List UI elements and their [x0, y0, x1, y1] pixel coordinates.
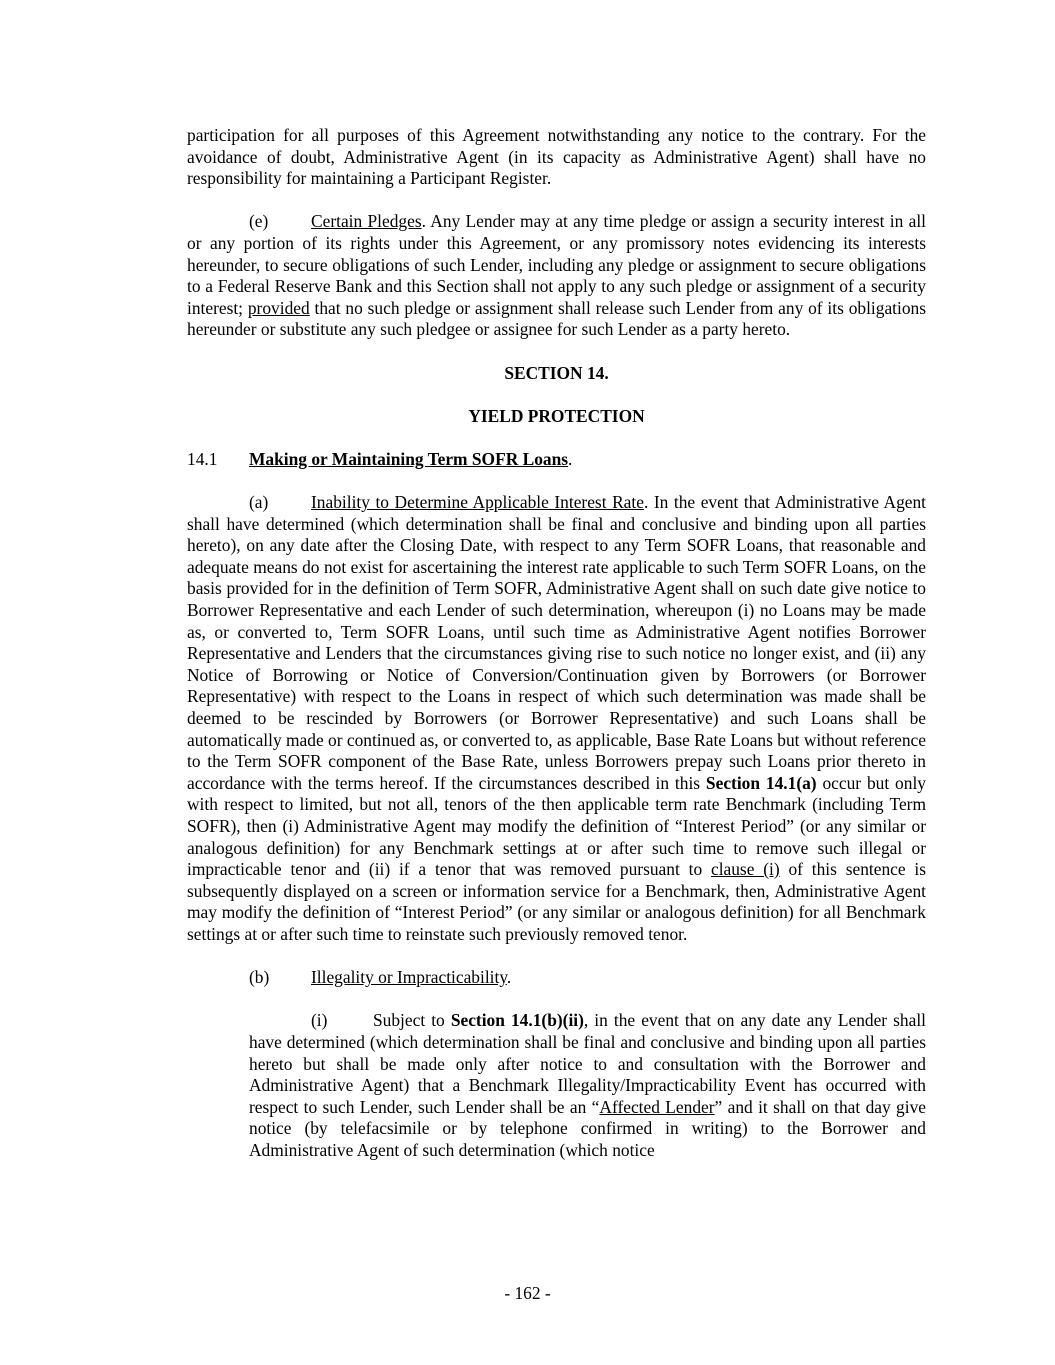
paragraph-b-i-text-2: , in the event that on any date any Lender shall have determined (which determination shall be final and conclusive and binding upon all parties hereto but shall be made only after notice to and consultation with the Borrower and Administrative Agent) that a Benchmark Illegality/Impracticability Event has occurred with respect to such Lender, such Lender shall be an “	[249, 1010, 926, 1117]
subsection-heading	[187, 449, 926, 471]
paragraph-continued: participation for all purposes of this Agreement notwithstanding any notice to the contrary. For the avoidance of doubt, Administrative Agent (in its capacity as Administrative Agent) shall have no responsibility for maintaining a Participant Register.	[187, 125, 926, 189]
paragraph-a-title: Inability to Determine Applicable Interest Rate	[311, 492, 644, 513]
paragraph-b-i	[249, 1010, 926, 1161]
affected-lender-term: Affected Lender	[599, 1096, 715, 1117]
paragraph-e-text-2: that no such pledge or assignment shall release such Lender from any of its obligations hereunder or substitute any such pledgee or assignee for such Lender as a party hereto.	[187, 297, 926, 340]
clause-reference: clause (i)	[710, 859, 780, 880]
paragraph-a	[187, 492, 926, 945]
paragraph-a-label: (a)	[249, 492, 269, 513]
subsection-period: .	[568, 448, 573, 469]
paragraph-e	[187, 211, 926, 341]
paragraph-a-text-1: . In the event that Administrative Agent shall have determined (which determination shall be final and conclusive and binding upon all parties hereto), on any date after the Closing Date, with respect to any Term SOFR Loans, that reasonable and adequate means do not exist for ascertaining the interest rate applicable to such Term SOFR Loans, on the basis provided for in the definition of Term SOFR, Administrative Agent shall on such date give notice to Borrower Representative and each Lender of such determination, whereupon (i) no Loans may be made as, or converted to, Term SOFR Loans, until such time as Administrative Agent notifies Borrower Representative and Lenders that the circumstances giving rise to such notice no longer exist, and (ii) any Notice of Borrowing or Notice of Conversion/Continuation given by Borrowers (or Borrower Representative) with respect to the Loans in respect of which such determination was made shall be deemed to be rescinded by Borrowers (or Borrower Representative) and such Loans shall be automatically made or continued as, or converted to, as applicable, Base Rate Loans but without reference to the Term SOFR component of the Base Rate, unless Borrowers prepay such Loans prior thereto in accordance with the terms hereof. If the circumstances described in this	[187, 492, 927, 793]
paragraph-b-i-label: (i)	[311, 1010, 328, 1031]
section-number: SECTION 14.	[504, 362, 609, 383]
paragraph-b-i-text-3: ” and it shall on that day give notice (by telefacsimile or by telephone confirmed in writing) to the Borrower and Administrative Agent of such determination (which notice	[249, 1096, 926, 1160]
paragraph-b-title: Illegality or Impracticability	[311, 967, 507, 988]
section-reference: Section 14.1(a)	[705, 772, 817, 793]
document-page	[187, 125, 926, 1162]
subsection-number: 14.1	[187, 448, 218, 469]
paragraph-b	[187, 967, 926, 989]
section-title: YIELD PROTECTION	[468, 405, 645, 426]
section-reference-b-ii: Section 14.1(b)(ii)	[450, 1010, 584, 1031]
paragraph-b-label: (b)	[249, 967, 270, 988]
paragraph-e-label: (e)	[249, 211, 269, 232]
paragraph-e-title: Certain Pledges	[311, 211, 422, 232]
paragraph-a-text-3: of this sentence is subsequently displayed on a screen or information service for a Benchmark, then, Administrative Agent may modify the definition of “Interest Period” (or any similar or analogous definition) for all Benchmark settings at or after such time to reinstate such previously removed tenor.	[187, 859, 926, 944]
paragraph-e-text-1: . Any Lender may at any time pledge or assign a security interest in all or any portion of its rights under this Agreement, or any promissory notes evidencing its interests hereunder, to secure obligations of such Lender, including any pledge or assignment to secure obligations to a Federal Reserve Bank and this Section shall not apply to any such pledge or assignment of a security interest;	[187, 211, 927, 318]
paragraph-b-i-text-1: Subject to	[373, 1010, 451, 1031]
subsection-title: Making or Maintaining Term SOFR Loans	[249, 448, 569, 469]
paragraph-b-period: .	[506, 967, 512, 988]
paragraph-a-text-2: occur but only with respect to limited, but not all, tenors of the then applicable term rate Benchmark (including Term SOFR), then (i) Administrative Agent may modify the definition of “Interest Period” (or any similar or analogous definition) for any Benchmark settings at or after such time to remove such illegal or impracticable tenor and (ii) if a tenor that was removed pursuant to	[187, 772, 926, 880]
provided-term: provided	[247, 297, 310, 318]
page-number: - 162 -	[504, 1283, 551, 1303]
